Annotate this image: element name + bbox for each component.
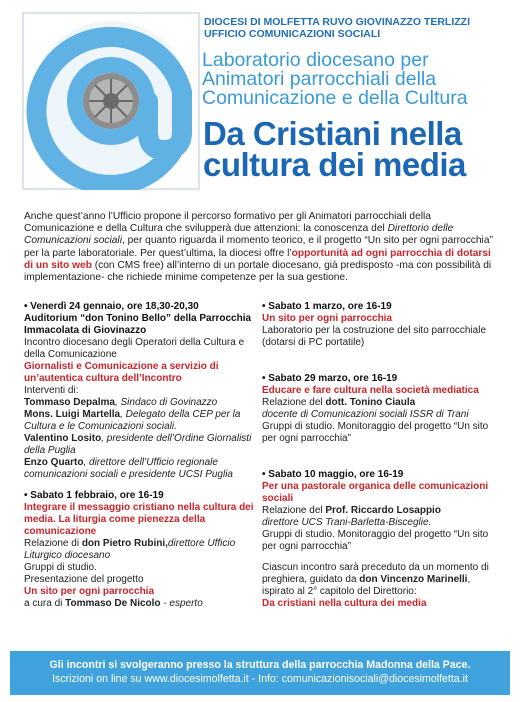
intro-highlight: opportunità ad ogni parrocchia di dotarsi di un sito web bbox=[24, 247, 491, 271]
speaker-name: dott. Tonino Ciaula bbox=[325, 397, 416, 408]
event-theme: Integrare il messaggio cristiano nella cultura dei media. La liturgia come pienezza della comunicazione bbox=[24, 502, 254, 537]
schedule-left-column bbox=[24, 301, 262, 610]
speaker bbox=[24, 409, 262, 433]
speaker-name: Prof. Riccardo Losappio bbox=[325, 505, 441, 516]
speaker-prefix: Relazione di bbox=[24, 538, 82, 549]
event-theme: Un sito per ogni parrocchia bbox=[262, 313, 393, 324]
speakers-label: Interventi di: bbox=[24, 385, 79, 396]
speaker bbox=[24, 457, 262, 481]
event-date: • Sabato 1 febbraio, ore 16-19 bbox=[24, 490, 164, 501]
speaker-role: , presidente dell’Ordine Giornalisti della Puglia bbox=[24, 433, 252, 456]
event-theme: Giornalisti e Comunicazione a servizio di un’autentica cultura dell’Incontro bbox=[24, 361, 219, 384]
office-name: UFFICIO COMUNICAZIONI SOCIALI bbox=[204, 28, 381, 40]
speaker-role: direttore Ufficio Liturgico diocesano bbox=[24, 538, 236, 561]
project-curator bbox=[24, 598, 262, 610]
event-place: Auditorium “don Tonino Bello” della Parrocchia bbox=[24, 313, 252, 324]
schedule-right-column bbox=[262, 301, 500, 610]
event-date: • Sabato 29 marzo, ore 16-19 bbox=[262, 373, 398, 384]
curator-name: Tommaso De Nicolo bbox=[65, 598, 161, 609]
closing-text: , ispirato al 2° capitolo del Direttorio: bbox=[262, 574, 471, 597]
lab-title-line: Laboratorio diocesano per bbox=[202, 49, 429, 71]
speaker-name: don Pietro Rubini, bbox=[81, 538, 168, 549]
at-sign-logo-icon bbox=[22, 12, 200, 190]
speaker-name: Valentino Losito bbox=[24, 433, 102, 444]
diocese-name: DIOCESI DI MOLFETTA RUVO GIOVINAZZO TERLIZZI bbox=[204, 16, 470, 28]
footer-banner bbox=[10, 651, 510, 695]
intro-paragraph bbox=[24, 211, 500, 284]
event-theme: Per una pastorale organica delle comunicazioni sociali bbox=[262, 481, 489, 504]
intro-text: Anche quest’anno l’Ufficio propone il percorso formativo per gli Animatori parrocchiali della Comunicazione e della Cultura che svilupperà due attenzioni: la conoscenza del bbox=[24, 211, 431, 235]
curator-role: - esperto bbox=[160, 598, 203, 609]
venue-note: Gli incontri si svolgeranno presso la struttura della parrocchia Madonna della Pace. bbox=[49, 659, 471, 671]
event-date: • Sabato 10 maggio, ore 16-19 bbox=[262, 469, 404, 480]
project-name: Un sito per ogni parrocchia bbox=[24, 586, 155, 597]
event-speaker bbox=[262, 397, 500, 409]
intro-text: , per quanto riguarda il momento teorico, e il progetto “Un sito per ogni parrocchia” per la parte laboratoriale. Per quest’ultima, la diocesi offre l’ bbox=[24, 235, 493, 259]
speaker-name: Tommaso Depalma bbox=[24, 397, 115, 408]
intro-directory: Direttorio delle Comunicazioni sociali bbox=[24, 223, 454, 247]
intro-text: (con CMS free) all’interno di un portale diocesano, già predisposto -ma con possibilità di implementazione- che richiede minime competenze per la sua gestione. bbox=[24, 259, 492, 284]
speaker-role: , direttore dell’Ufficio regionale comunicazioni sociali e presidente UCSI Puglia bbox=[24, 457, 233, 480]
curator-prefix: a cura di bbox=[24, 598, 66, 609]
speaker-name: Enzo Quarto bbox=[24, 457, 84, 468]
speaker bbox=[24, 433, 262, 457]
lab-title-line: Comunicazione e della Cultura bbox=[202, 87, 468, 109]
speaker-name: Mons. Luigi Martella bbox=[24, 409, 121, 420]
event-theme: Educare e fare cultura nella società mediatica bbox=[262, 385, 479, 396]
event-date: • Sabato 1 marzo, ore 16-19 bbox=[262, 301, 392, 312]
project-presentation: Presentazione del progetto bbox=[24, 574, 144, 585]
event-place: Immacolata di Giovinazzo bbox=[24, 325, 147, 336]
registration-info: Iscrizioni on line su www.diocesimolfetta.it - Info: comunicazionisociali@diocesimolfetta.it bbox=[52, 673, 468, 685]
event-date: • Venerdì 24 gennaio, ore 18,30-20,30 bbox=[24, 301, 199, 312]
lab-title bbox=[202, 51, 518, 108]
closing-theme: Da cristiani nella cultura dei media bbox=[262, 598, 427, 609]
main-title-line: cultura dei media bbox=[203, 146, 466, 183]
study-groups: Gruppi di studio. Monitoraggio del progetto “Un sito per ogni parrocchia” bbox=[262, 421, 489, 444]
diocese-header bbox=[204, 16, 470, 40]
event-speaker bbox=[24, 538, 262, 562]
speaker-role: direttore UCS Trani-Barletta-Bisceglie. bbox=[262, 517, 432, 528]
main-title bbox=[203, 115, 466, 183]
event-speaker bbox=[262, 505, 500, 517]
speaker-role: , Delegato della CEP per la Cultura e le Comunicazioni sociali. bbox=[24, 409, 241, 432]
study-groups: Gruppi di studio. bbox=[24, 562, 97, 573]
closing-note bbox=[262, 562, 500, 598]
event-description: Laboratorio per la costruzione del sito parrocchiale (dotarsi di PC portatile) bbox=[262, 325, 487, 348]
speaker-prefix: Relazione del bbox=[262, 505, 326, 516]
speaker-prefix: Relazione del bbox=[262, 397, 326, 408]
diocese-logo bbox=[22, 12, 200, 190]
closing-text: Ciascun incontro sarà preceduto da un momento di preghiera, guidato da bbox=[262, 562, 489, 585]
main-title-line: Da Cristiani nella bbox=[203, 115, 462, 152]
event-description: Incontro diocesano degli Operatori della Cultura e della Comunicazione bbox=[24, 337, 245, 360]
speaker-role: docente di Comunicazioni sociali ISSR di Trani bbox=[262, 409, 469, 420]
closing-name: don Vincenzo Marinelli bbox=[359, 574, 468, 585]
lab-title-line: Animatori parrocchiali della bbox=[202, 68, 437, 90]
speaker bbox=[24, 397, 262, 409]
speaker-role: , Sindaco di Govinazzo bbox=[114, 397, 218, 408]
study-groups: Gruppi di studio. Monitoraggio del progetto “Un sito per ogni parrocchia” bbox=[262, 529, 489, 552]
